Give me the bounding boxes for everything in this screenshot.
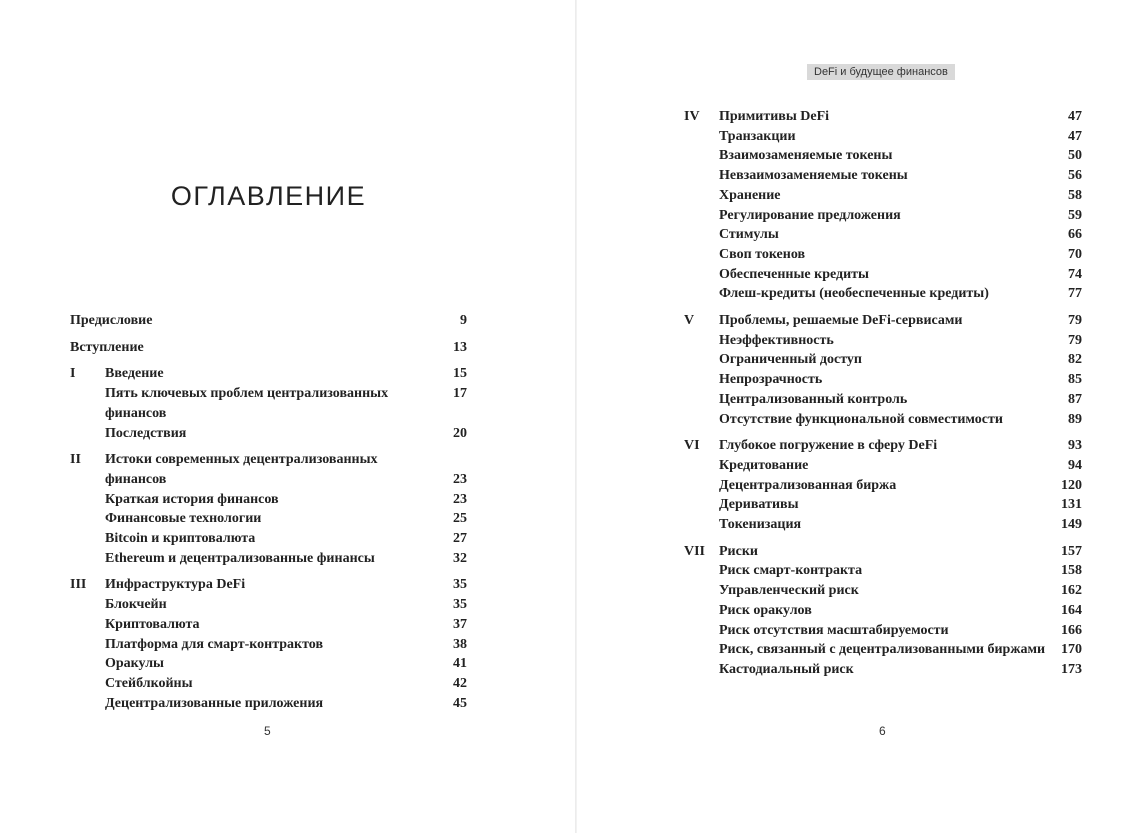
section-page: 89 xyxy=(1068,411,1082,427)
section-page: 38 xyxy=(453,636,467,652)
chapter-page: 79 xyxy=(1068,313,1082,329)
section-page: 59 xyxy=(1068,207,1082,223)
toc-left-list xyxy=(70,311,467,720)
section-page: 32 xyxy=(453,550,467,566)
section-page: 41 xyxy=(453,656,467,672)
section-title: Платформа для смарт-контрактов xyxy=(105,636,324,652)
section-title: Хранение xyxy=(719,187,781,203)
chapter-page: 23 xyxy=(453,471,467,487)
section-page: 120 xyxy=(1061,477,1082,493)
toc-chapter-3 xyxy=(70,575,467,713)
toc-entry-preface xyxy=(70,311,467,331)
section-title: Транзакции xyxy=(719,128,796,144)
right-page xyxy=(577,0,1148,833)
section-page: 56 xyxy=(1068,168,1082,184)
section-title: Риск отсутствия масштабируемости xyxy=(719,622,949,638)
section-title: Управленческий риск xyxy=(719,583,859,599)
chapter-page: 157 xyxy=(1061,543,1082,559)
section-page: 170 xyxy=(1061,642,1082,658)
chapter-title: Проблемы, решаемые DeFi-сервисами xyxy=(719,313,963,329)
section-title: Риск оракулов xyxy=(719,602,812,618)
chapter-number: I xyxy=(70,366,76,382)
section-title: Неэффективность xyxy=(719,332,834,348)
toc-heading: ОГЛАВЛЕНИЕ xyxy=(170,181,367,211)
section-title: Централизованный контроль xyxy=(719,391,908,407)
entry-title: Вступление xyxy=(70,339,144,355)
toc-chapter-6 xyxy=(684,436,1082,535)
section-title: Кредитование xyxy=(719,457,809,473)
section-title: Непрозрачность xyxy=(719,372,823,388)
section-page: 74 xyxy=(1068,266,1082,282)
chapter-title: Примитивы DeFi xyxy=(719,109,830,124)
section-title: Невзаимозаменяемые токены xyxy=(719,168,908,184)
section-page: 20 xyxy=(453,425,467,441)
section-page: 35 xyxy=(453,597,467,613)
chapter-title: Инфраструктура DeFi xyxy=(105,577,246,593)
chapter-page: 15 xyxy=(453,366,467,382)
section-page: 79 xyxy=(1068,332,1082,348)
chapter-number: VI xyxy=(684,438,700,454)
section-page: 77 xyxy=(1068,286,1082,302)
section-title: Риск смарт-контракта xyxy=(719,563,863,579)
chapter-page: 93 xyxy=(1068,438,1082,454)
chapter-number: III xyxy=(70,577,87,593)
section-title: Ограниченный доступ xyxy=(719,352,862,368)
page-number: 6 xyxy=(879,724,886,738)
entry-page: 13 xyxy=(453,339,467,355)
section-title: Отсутствие функциональной совместимости xyxy=(719,411,1003,427)
chapter-page: 47 xyxy=(1068,109,1082,124)
chapter-number: VII xyxy=(684,543,706,559)
toc-chapter-4 xyxy=(684,107,1082,304)
section-page: 42 xyxy=(453,675,467,691)
section-title: Ethereum и децентрализованные финансы xyxy=(105,550,375,566)
section-page: 131 xyxy=(1061,497,1082,513)
section-title: Флеш-кредиты (необеспеченные кредиты) xyxy=(719,286,989,302)
entry-page: 9 xyxy=(460,313,467,328)
section-title: Финансовые технологии xyxy=(105,511,262,527)
section-page: 87 xyxy=(1068,391,1082,407)
section-page: 23 xyxy=(453,491,467,507)
section-title: Токенизация xyxy=(719,517,802,533)
running-head: DeFi и будущее финансов xyxy=(807,64,955,80)
section-page: 17 xyxy=(453,386,467,402)
section-title: Риск, связанный с децентрализованными биржами xyxy=(719,642,1046,658)
section-title: Взаимозаменяемые токены xyxy=(719,148,893,164)
page-number: 5 xyxy=(264,724,271,738)
section-title: Последствия xyxy=(105,425,187,441)
toc-entry-introduction-note xyxy=(70,338,467,358)
section-page: 94 xyxy=(1068,457,1082,473)
section-page: 149 xyxy=(1061,517,1082,533)
chapter-number: V xyxy=(684,313,695,329)
section-page: 25 xyxy=(453,511,467,527)
toc-chapter-5 xyxy=(684,311,1082,429)
section-page: 173 xyxy=(1061,661,1082,677)
section-title: Децентрализованные приложения xyxy=(105,695,324,711)
section-page: 47 xyxy=(1068,128,1082,144)
toc-chapter-7 xyxy=(684,542,1082,680)
section-page: 164 xyxy=(1061,602,1082,618)
section-title: Обеспеченные кредиты xyxy=(719,266,869,282)
section-title: Регулирование предложения xyxy=(719,207,901,223)
section-title: Краткая история финансов xyxy=(105,491,279,507)
section-page: 166 xyxy=(1061,622,1082,638)
section-page: 27 xyxy=(453,531,467,547)
section-title: Деривативы xyxy=(719,497,799,513)
chapter-number: II xyxy=(70,452,81,468)
entry-title: Предисловие xyxy=(70,313,153,328)
section-title: Пять ключевых проблем централизованных финансов xyxy=(105,386,389,421)
section-page: 66 xyxy=(1068,227,1082,243)
section-page: 70 xyxy=(1068,246,1082,262)
toc-right-list xyxy=(684,107,1082,687)
section-title: Кастодиальный риск xyxy=(719,661,854,677)
section-page: 82 xyxy=(1068,352,1082,368)
toc-chapter-1 xyxy=(70,364,467,443)
chapter-page: 35 xyxy=(453,577,467,593)
section-title: Своп токенов xyxy=(719,246,806,262)
chapter-number: IV xyxy=(684,109,700,124)
chapter-title-continued: финансов xyxy=(105,471,167,487)
section-page: 58 xyxy=(1068,187,1082,203)
chapter-title: Риски xyxy=(719,543,758,559)
section-title: Оракулы xyxy=(105,656,164,672)
section-page: 37 xyxy=(453,616,467,632)
section-title: Bitcoin и криптовалюта xyxy=(105,531,256,547)
section-page: 45 xyxy=(453,695,467,711)
toc-chapter-2 xyxy=(70,450,467,568)
section-page: 162 xyxy=(1061,583,1082,599)
chapter-title: Истоки современных децентрализованных xyxy=(105,452,378,468)
section-title: Стимулы xyxy=(719,227,779,243)
section-page: 50 xyxy=(1068,148,1082,164)
chapter-title: Введение xyxy=(105,366,164,382)
section-title: Стейблкойны xyxy=(105,675,193,691)
section-page: 85 xyxy=(1068,372,1082,388)
section-title: Децентрализованная биржа xyxy=(719,477,897,493)
section-page: 158 xyxy=(1061,563,1082,579)
section-title: Блокчейн xyxy=(105,597,167,613)
chapter-title: Глубокое погружение в сферу DeFi xyxy=(719,438,938,454)
section-title: Криптовалюта xyxy=(105,616,200,632)
